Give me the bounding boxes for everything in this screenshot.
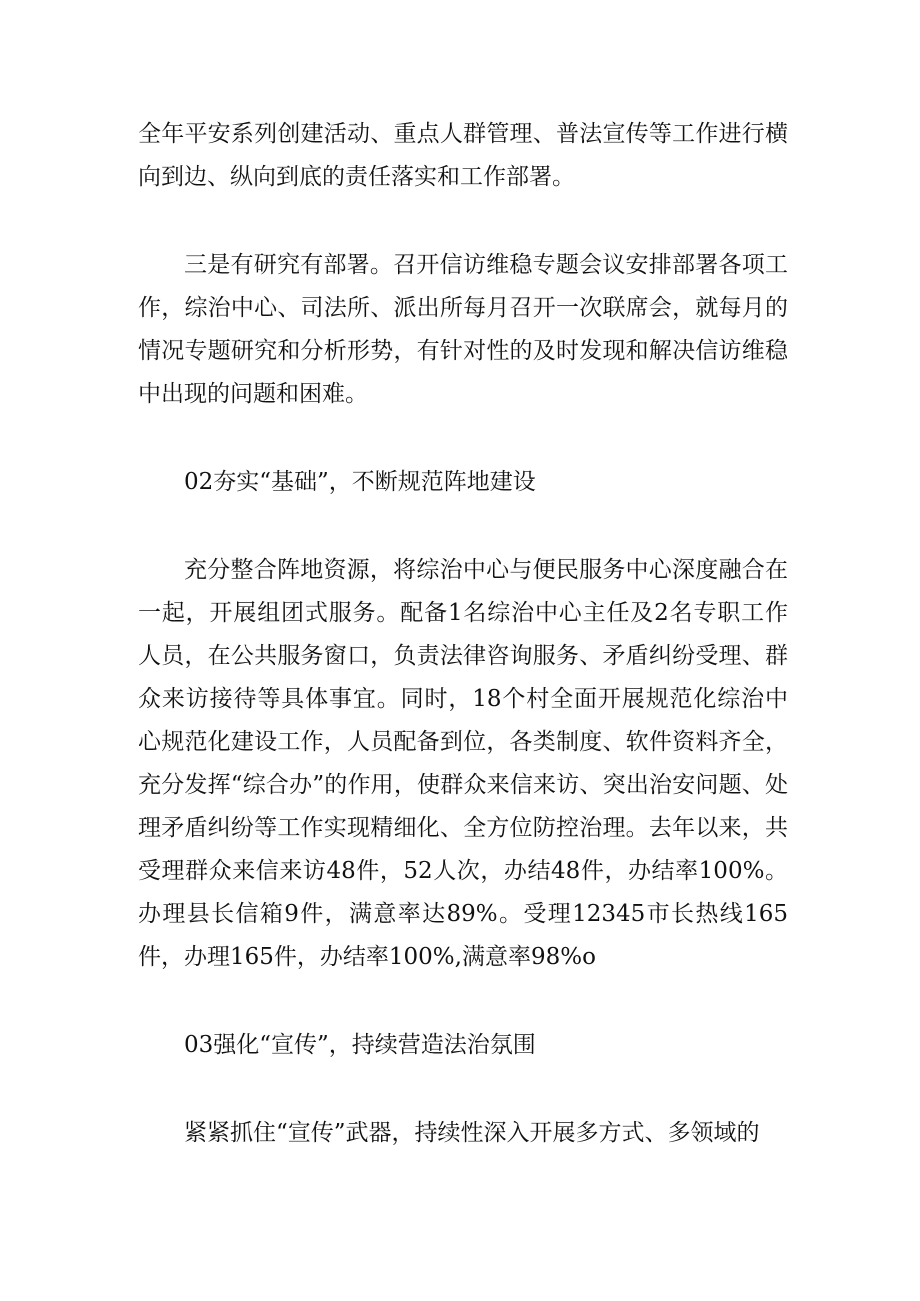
- paragraph-spacer: [138, 504, 788, 549]
- section-heading-03: 03强化“宣传”，持续营造法治氛围: [184, 1032, 536, 1058]
- paragraph-foundation: 充分整合阵地资源，将综治中心与便民服务中心深度融合在一起，开展组团式服务。配备1名综治中心主任及2名专职工作人员，在公共服务窗口，负责法律咨询服务、矛盾纠纷受理、群众来访接待等具体事宜。同时，18个村全面开展规范化综治中心规范化建设工作，人员配备到位，各类制度、软件资料齐全，充分发挥“综合办”的作用，使群众来信来访、突出治安问题、处理矛盾纠纷等工作实现精细化、全方位防控治理。去年以来，共受理群众来信来访48件，52人次，办结48件，办结率100%。办理县长信箱9件，满意率达89%。受理12345市长热线165件，办理165件，办结率100%,满意率98%o: [138, 557, 788, 970]
- paragraph-spacer: [138, 199, 788, 244]
- paragraph-research-deployment: 三是有研究有部署。召开信访维稳专题会议安排部署各项工作，综治中心、司法所、派出所每月召开一次联席会，就每月的情况专题研究和分析形势，有针对性的及时发现和解决信访维稳中出现的问题和困难。: [138, 252, 788, 407]
- paragraph-spacer: [138, 416, 788, 461]
- paragraph-publicity: 紧紧抓住“宣传”武器，持续性深入开展多方式、多领域的: [184, 1120, 760, 1146]
- paragraph-responsibility: 全年平安系列创建活动、重点人群管理、普法宣传等工作进行横向到边、纵向到底的责任落实和工作部署。: [138, 121, 788, 190]
- paragraph-spacer: [138, 1067, 788, 1112]
- document-body: [138, 113, 788, 1155]
- paragraph-spacer: [138, 979, 788, 1024]
- section-heading-02: 02夯实“基础”，不断规范阵地建设: [184, 469, 536, 495]
